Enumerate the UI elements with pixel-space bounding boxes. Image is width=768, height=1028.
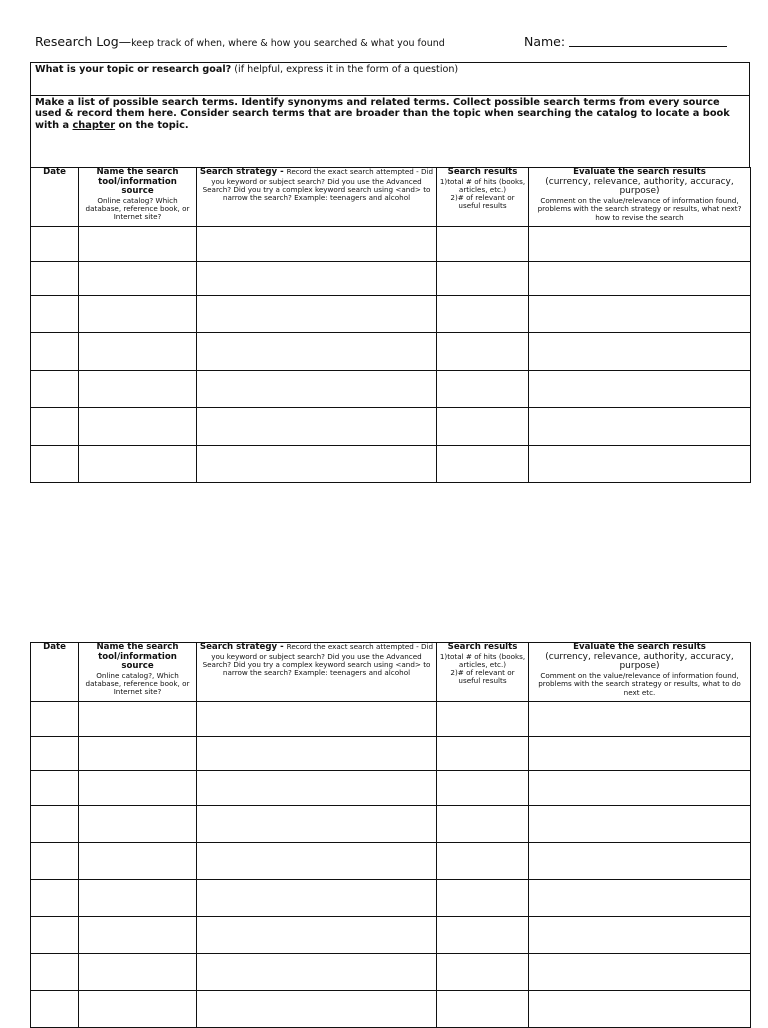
evaluation-cell[interactable]: [529, 843, 751, 880]
results-cell[interactable]: [437, 806, 529, 843]
source-cell[interactable]: [79, 880, 197, 917]
date-cell[interactable]: [31, 227, 79, 262]
strategy-cell[interactable]: [197, 446, 437, 483]
results-cell[interactable]: [437, 737, 529, 771]
search-terms-text-end: on the topic.: [115, 119, 189, 131]
strategy-cell[interactable]: [197, 737, 437, 771]
table-row: [31, 806, 751, 843]
table-header-row: [31, 643, 751, 702]
results-header-desc-1: 1)total # of hits (books, articles, etc.): [439, 651, 526, 669]
results-cell[interactable]: [437, 880, 529, 917]
table-row: [31, 227, 751, 262]
source-cell[interactable]: [79, 771, 197, 806]
tool-header-desc: Online catalog?, Which database, reference book, or Internet site?: [85, 670, 190, 697]
strategy-cell[interactable]: [197, 917, 437, 954]
evaluation-cell[interactable]: [529, 333, 751, 371]
date-cell[interactable]: [31, 954, 79, 991]
evaluation-cell[interactable]: [529, 296, 751, 333]
results-cell[interactable]: [437, 702, 529, 737]
results-cell[interactable]: [437, 843, 529, 880]
strategy-cell[interactable]: [197, 806, 437, 843]
date-header-label: Date: [43, 642, 66, 652]
strategy-header-desc: Record the exact search attempted - Did you keyword or subject search? Did you use the Advanced Search? Did you try a complex keyword search using <and> to narrow the search? Example: teenagers and alcohol: [202, 167, 434, 203]
tool-header-desc: Online catalog? Which database, reference book, or Internet site?: [85, 195, 190, 222]
results-cell[interactable]: [437, 262, 529, 296]
date-cell[interactable]: [31, 296, 79, 333]
evaluate-header-criteria: (currency, relevance, authority, accuracy, purpose): [545, 651, 734, 672]
source-cell[interactable]: [79, 296, 197, 333]
results-header-desc-2: 2)# of relevant or useful results: [450, 193, 515, 211]
strategy-cell[interactable]: [197, 333, 437, 371]
table-row: [31, 333, 751, 371]
results-cell[interactable]: [437, 296, 529, 333]
evaluation-cell[interactable]: [529, 880, 751, 917]
date-cell[interactable]: [31, 702, 79, 737]
source-cell[interactable]: [79, 917, 197, 954]
source-cell[interactable]: [79, 371, 197, 408]
evaluate-header: [529, 168, 751, 227]
tool-header-title: Name the search tool/information source: [96, 167, 179, 197]
source-cell[interactable]: [79, 702, 197, 737]
search-terms-underlined: chapter: [72, 119, 116, 131]
table-row: [31, 880, 751, 917]
table-row: [31, 843, 751, 880]
evaluate-header-desc: Comment on the value/relevance of information found, problems with the search strategy or results, what next? how to revise the search: [537, 196, 742, 222]
date-cell[interactable]: [31, 771, 79, 806]
results-cell[interactable]: [437, 991, 529, 1028]
source-cell[interactable]: [79, 446, 197, 483]
table-row: [31, 737, 751, 771]
evaluation-cell[interactable]: [529, 408, 751, 446]
evaluation-cell[interactable]: [529, 991, 751, 1028]
evaluation-cell[interactable]: [529, 702, 751, 737]
evaluate-header-title: Evaluate the search results: [573, 642, 706, 652]
date-header: [31, 168, 79, 227]
strategy-header: [197, 168, 437, 227]
strategy-header-title: Search strategy -: [199, 642, 287, 652]
table-row: [31, 262, 751, 296]
table-row: [31, 408, 751, 446]
source-cell[interactable]: [79, 737, 197, 771]
table-row: [31, 771, 751, 806]
table-2-body: [31, 702, 751, 1028]
date-cell[interactable]: [31, 262, 79, 296]
tool-header: [79, 643, 197, 702]
search-terms-text: Make a list of possible search terms. Identify synonyms and related terms. Collect possible search terms from every source used & record them here. Consider search terms that are broader than the topic when searching the catalog to locate a book with a: [35, 97, 730, 131]
table-row: [31, 371, 751, 408]
page-title: [35, 34, 445, 49]
date-cell[interactable]: [31, 880, 79, 917]
results-header-desc-2: 2)# of relevant or useful results: [450, 668, 515, 686]
table-row: [31, 917, 751, 954]
strategy-header: [197, 643, 437, 702]
results-cell[interactable]: [437, 371, 529, 408]
results-header-desc-1: 1)total # of hits (books, articles, etc.): [439, 176, 526, 194]
search-log-table-2: [30, 642, 751, 1028]
evaluation-cell[interactable]: [529, 737, 751, 771]
date-cell[interactable]: [31, 446, 79, 483]
source-cell[interactable]: [79, 991, 197, 1028]
results-header: [437, 168, 529, 227]
results-header-title: Search results: [447, 642, 518, 652]
title-text: Research Log: [35, 34, 119, 49]
results-cell[interactable]: [437, 408, 529, 446]
evaluation-cell[interactable]: [529, 262, 751, 296]
evaluate-header-criteria: (currency, relevance, authority, accuracy, purpose): [545, 176, 734, 197]
results-cell[interactable]: [437, 227, 529, 262]
source-cell[interactable]: [79, 408, 197, 446]
strategy-header-title: Search strategy -: [199, 167, 287, 177]
strategy-cell[interactable]: [197, 371, 437, 408]
search-terms-box[interactable]: [30, 95, 750, 168]
results-cell[interactable]: [437, 917, 529, 954]
evaluation-cell[interactable]: [529, 771, 751, 806]
table-row: [31, 954, 751, 991]
strategy-cell[interactable]: [197, 771, 437, 806]
name-field-line[interactable]: [569, 46, 727, 47]
results-cell[interactable]: [437, 771, 529, 806]
strategy-cell[interactable]: [197, 227, 437, 262]
evaluation-cell[interactable]: [529, 917, 751, 954]
tool-header-title: Name the search tool/information source: [96, 642, 179, 672]
evaluate-header: [529, 643, 751, 702]
date-cell[interactable]: [31, 843, 79, 880]
date-cell[interactable]: [31, 333, 79, 371]
date-cell[interactable]: [31, 737, 79, 771]
date-cell[interactable]: [31, 408, 79, 446]
table-row: [31, 296, 751, 333]
table-header-row: [31, 168, 751, 227]
date-cell[interactable]: [31, 917, 79, 954]
tool-header: [79, 168, 197, 227]
strategy-cell[interactable]: [197, 954, 437, 991]
source-cell[interactable]: [79, 843, 197, 880]
strategy-cell[interactable]: [197, 880, 437, 917]
date-header-label: Date: [43, 167, 66, 177]
strategy-cell[interactable]: [197, 843, 437, 880]
strategy-cell[interactable]: [197, 702, 437, 737]
name-label: Name:: [524, 34, 566, 49]
evaluation-cell[interactable]: [529, 227, 751, 262]
strategy-cell[interactable]: [197, 408, 437, 446]
table-row: [31, 446, 751, 483]
strategy-header-desc: Record the exact search attempted - Did you keyword or subject search? Did you use the Advanced Search? Did you try a complex keyword search using <and> to narrow the search? Example: teenagers and alcohol: [202, 642, 434, 678]
evaluation-cell[interactable]: [529, 371, 751, 408]
evaluate-header-desc: Comment on the value/relevance of information found, problems with the search strategy or results, what to do next etc.: [538, 671, 741, 697]
header: [35, 34, 735, 52]
date-cell[interactable]: [31, 806, 79, 843]
results-cell[interactable]: [437, 954, 529, 991]
source-cell[interactable]: [79, 227, 197, 262]
results-cell[interactable]: [437, 333, 529, 371]
source-cell[interactable]: [79, 333, 197, 371]
table-1-body: [31, 227, 751, 483]
results-cell[interactable]: [437, 446, 529, 483]
evaluation-cell[interactable]: [529, 446, 751, 483]
source-cell[interactable]: [79, 262, 197, 296]
table-row: [31, 991, 751, 1028]
source-cell[interactable]: [79, 806, 197, 843]
strategy-cell[interactable]: [197, 991, 437, 1028]
title-subtitle: keep track of when, where & how you searched & what you found: [131, 38, 445, 49]
strategy-cell[interactable]: [197, 296, 437, 333]
date-cell[interactable]: [31, 991, 79, 1028]
evaluation-cell[interactable]: [529, 954, 751, 991]
table-row: [31, 702, 751, 737]
strategy-cell[interactable]: [197, 262, 437, 296]
evaluate-header-title: Evaluate the search results: [573, 167, 706, 177]
source-cell[interactable]: [79, 954, 197, 991]
topic-label: What is your topic or research goal?: [35, 64, 232, 75]
search-log-table-1: [30, 167, 751, 483]
results-header-title: Search results: [447, 167, 518, 177]
results-header: [437, 643, 529, 702]
evaluation-cell[interactable]: [529, 806, 751, 843]
topic-box[interactable]: [30, 62, 750, 96]
date-cell[interactable]: [31, 371, 79, 408]
topic-note: (if helpful, express it in the form of a question): [234, 64, 459, 75]
title-dash: —: [118, 34, 132, 49]
date-header: [31, 643, 79, 702]
